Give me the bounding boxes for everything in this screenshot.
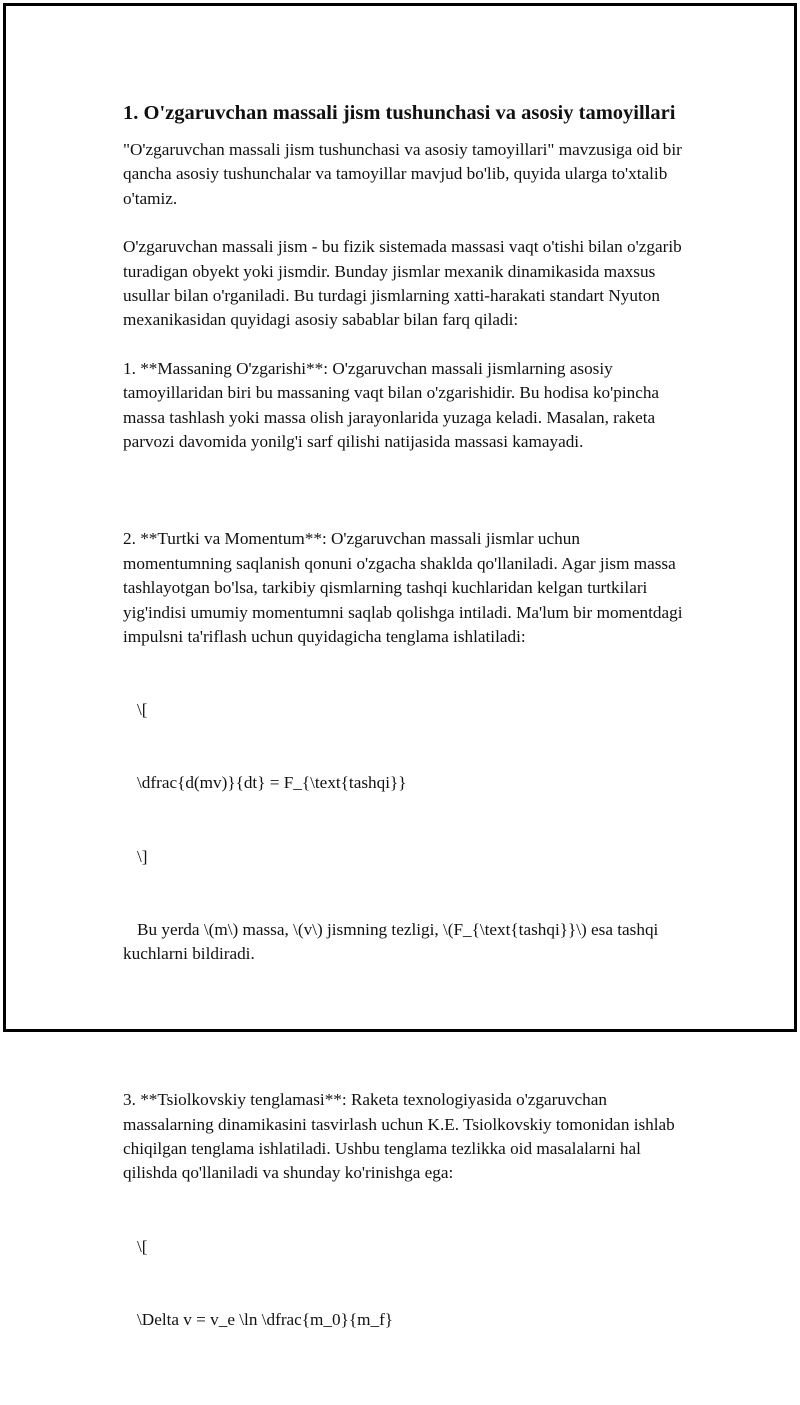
item-momentum <box>123 478 693 1015</box>
item-mass-change: 1. **Massaning O'zgarishi**: O'zgaruvchan massali jismlarning asosiy tamoyillaridan biri bu massaning vaqt bilan o'zgarishidir. Bu hodisa ko'pincha massa tashlash yoki massa olish jarayonlarida yuzaga keladi. Masalan, raketa parvozi davomida yonilg'i sarf qilishi natijasida massasi kamayadi. <box>123 358 664 452</box>
item-tsiolkovsky <box>123 1039 693 1381</box>
page-frame <box>3 3 797 1329</box>
math-close-delimiter: \] <box>137 846 148 866</box>
item-tsiolkovsky-text: 3. **Tsiolkovskiy tenglamasi**: Raketa texnologiyasida o'zgaruvchan massalarning dinamikasini tasvirlash uchun K.E. Tsiolkovskiy tomonidan ishlab chiqilgan tenglama ishlatiladi. Ushbu tenglama tezlikka oid masalalarni hal qilishda qo'llaniladi va shunday ko'rinishga ega: <box>123 1090 680 1183</box>
momentum-equation-note <box>123 918 693 967</box>
momentum-note-text: Bu yerda \(m\) massa, \(v\) jismning tezligi, \(F_{\text{tashqi}}\) esa tashqi kuchlarni bildiradi. <box>123 919 663 964</box>
definition-paragraph: O'zgaruvchan massali jism - bu fizik sistemada massasi vaqt o'tishi bilan o'zgarib turadigan obyekt yoki jismdir. Bunday jismlar mexanik dinamikasida maxsus usullar bilan o'rganiladi. Bu turdagi jismlarning xatti-harakati standart Nyuton mexanikasidan quyidagi asosiy sabablar bilan farq qiladi: <box>123 237 686 330</box>
momentum-equation: \dfrac{d(mv)}{dt} = F_{\text{tashqi}} <box>137 773 407 793</box>
math-open-delimiter: \[ <box>137 700 148 720</box>
section-title: 1. O'zgaruvchan massali jism tushunchasi va asosiy tamoyillari <box>123 102 676 124</box>
tsiolkovsky-equation: \Delta v = v_e \ln \dfrac{m_0}{m_f} <box>137 1309 394 1329</box>
intro-paragraph: "O'zgaruvchan massali jism tushunchasi va asosiy tamoyillari" mavzusiga oid bir qancha asosiy tushunchalar va tamoyillar mavjud bo'lib, quyida ularga to'xtalib o'tamiz. <box>123 140 687 208</box>
math-open-delimiter: \[ <box>137 1236 148 1256</box>
document-body <box>123 100 693 1405</box>
item-momentum-text: 2. **Turtki va Momentum**: O'zgaruvchan massali jismlar uchun momentumning saqlanish qonuni o'zgacha shaklda qo'llaniladi. Agar jism massa tashlayotgan bo'lsa, tarkibiy qismlarning tashqi kuchlaridan kelgan turtkilari yig'indisi umumiy momentumni saqlab qolishga intiladi. Ma'lum bir momentdagi impulsni ta'riflash uchun quyidagicha tenglama ishlatiladi: <box>123 529 687 646</box>
